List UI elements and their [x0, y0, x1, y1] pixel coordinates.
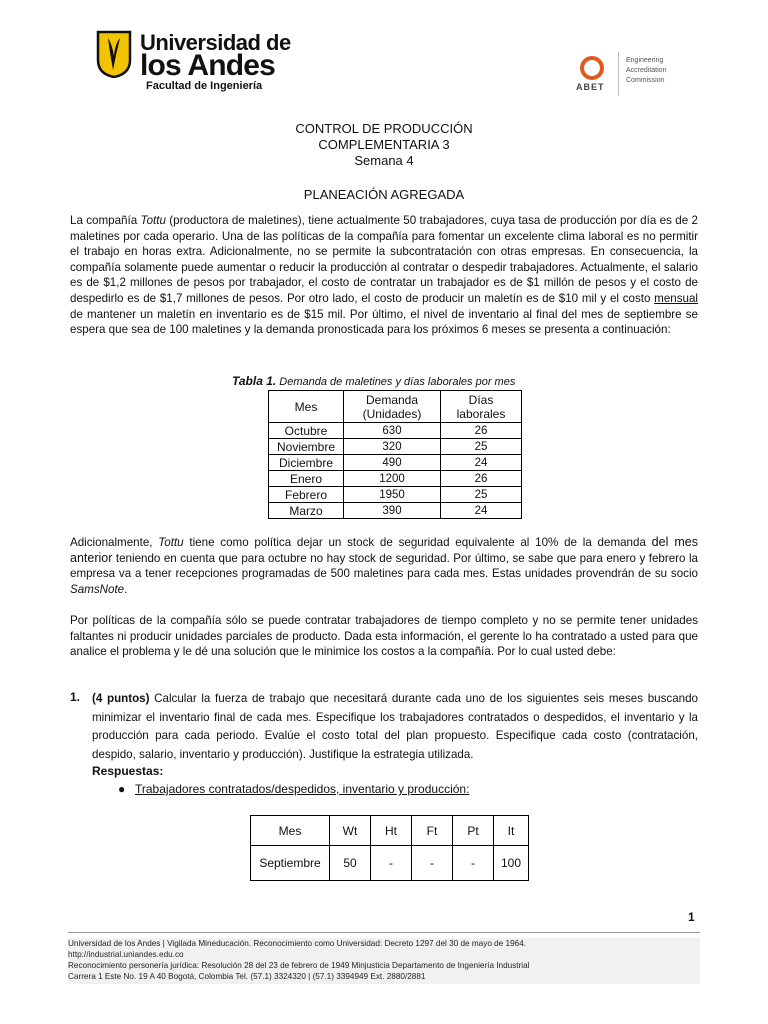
- table-header-cell: Wt: [330, 816, 371, 846]
- abet-divider: [618, 52, 619, 96]
- table-header-cell: Mes: [269, 391, 344, 423]
- question-text: [92, 690, 698, 764]
- month-cell: Octubre: [269, 423, 344, 439]
- demand-cell: 390: [344, 503, 441, 519]
- abet-line2: Accreditation: [626, 67, 667, 74]
- para2-emphasis: del mes anterior: [70, 535, 698, 565]
- footer-line3: Reconocimiento personería jurídica: Resolución 28 del 23 de febrero de 1949 Minjusticia Departamento de Ingeniería Industrial: [68, 961, 530, 970]
- abet-logo: [566, 44, 716, 100]
- question-body: Calcular la fuerza de trabajo que necesitará durante cada uno de los siguientes seis meses buscando minimizar el inventario final de cada mes. Especifique los trabajadores contratados o despedidos, el inventario y la producción para cada periodo. Evalúe el costo total del plan propuesto. Especifique cada costo (contratación, despido, salario, inventario y producción). Justifique la estrategia utilizada.: [92, 692, 698, 761]
- workforce-table: [250, 815, 529, 881]
- demand-cell: 320: [344, 439, 441, 455]
- university-name-line1: Universidad de: [140, 30, 291, 55]
- days-cell: 24: [441, 455, 522, 471]
- month-cell: Enero: [269, 471, 344, 487]
- table-header-cell: Ft: [412, 816, 453, 846]
- table-cell: -: [412, 846, 453, 881]
- table-cell: Septiembre: [251, 846, 330, 881]
- table-cell: -: [453, 846, 494, 881]
- university-logo: [96, 30, 291, 92]
- bullet-icon: ●: [118, 782, 126, 796]
- days-cell: 25: [441, 487, 522, 503]
- month-cell: Marzo: [269, 503, 344, 519]
- faculty-name: Facultad de Ingeniería: [146, 80, 263, 92]
- question-number: 1.: [70, 690, 81, 704]
- month-cell: Noviembre: [269, 439, 344, 455]
- para2-text-c: teniendo en cuenta que para octubre no hay stock de seguridad. Por último, se sabe que para enero y febrero la empresa va a tener recepciones programadas de 500 maletines para cada mes. Estas unidades provendrán de su socio: [70, 551, 698, 581]
- assignment-title: COMPLEMENTARIA 3: [318, 137, 450, 152]
- section-title: PLANEACIÓN AGREGADA: [303, 187, 465, 202]
- footer-line2: http://industrial.uniandes.edu.co: [68, 950, 184, 959]
- table-row: [269, 487, 522, 503]
- demand-cell: 490: [344, 455, 441, 471]
- table-header-cell: It: [494, 816, 529, 846]
- course-title: CONTROL DE PRODUCCIÓN: [295, 121, 473, 136]
- demand-table: [268, 390, 522, 519]
- table1-caption: [232, 374, 515, 388]
- table-row: [251, 846, 529, 881]
- table-cell: -: [371, 846, 412, 881]
- table-cell: 50: [330, 846, 371, 881]
- abet-circle-icon: [578, 54, 606, 82]
- partner-name: SamsNote: [70, 582, 125, 596]
- table-header-row: [269, 391, 522, 423]
- safety-stock-paragraph: [70, 535, 698, 597]
- footer-divider: [68, 932, 700, 933]
- demand-cell: 1200: [344, 471, 441, 487]
- intro-emphasis: mensual: [654, 291, 698, 305]
- table1-caption-label: Tabla 1.: [232, 374, 277, 388]
- table-header-cell: Mes: [251, 816, 330, 846]
- abet-commission: [626, 56, 666, 86]
- footer-line4: Carrera 1 Este No. 19 A 40 Bogotá, Colombia Tel. (57.1) 3324320 | (57.1) 3394949 Ext. 2880/2881: [68, 972, 426, 981]
- university-shield-icon: [96, 30, 132, 78]
- days-cell: 25: [441, 439, 522, 455]
- table-cell: 100: [494, 846, 529, 881]
- page-footer: [68, 938, 700, 984]
- table-header-cell: Ht: [371, 816, 412, 846]
- intro-text-2: (productora de maletines), tiene actualmente 50 trabajadores, cuya tasa de producción por día es de 2 maletines por cada operario. Una de las políticas de la compañía para fomentar un excelente clima laboral es no permitir el trabajo en horas extra. Adicionalmente, no se permite la subcontratación con otras empresas. En consecuencia, la compañía solamente puede aumentar o reducir la producción al contratar o despedir trabajadores. Actualmente, el salario es de $1,2 millones de pesos por trabajador, el costo de contratar un trabajador es de $1 millón de pesos y el costo de despedirlo es de $1,7 millones de pesos. Por otro lado, el costo de producir un maletín es de $10 mil y el costo: [70, 214, 698, 305]
- demand-cell: 1950: [344, 487, 441, 503]
- question-points: (4 puntos): [92, 692, 150, 705]
- days-cell: 24: [441, 503, 522, 519]
- company-name: Tottu: [158, 536, 184, 549]
- intro-text-1: La compañía: [70, 214, 141, 227]
- abet-line3: Commission: [626, 77, 665, 84]
- intro-text-3: de mantener un maletín en inventario es de $15 mil. Por último, el nivel de inventario al final del mes de septiembre se espera que sea de 100 maletines y la demanda pronosticada para los próximos 6 meses se presenta a continuación:: [70, 307, 698, 337]
- intro-paragraph: [70, 213, 698, 338]
- week-title: Semana 4: [354, 153, 414, 168]
- days-cell: 26: [441, 423, 522, 439]
- university-name-line2: los Andes: [140, 49, 276, 82]
- demand-cell: 630: [344, 423, 441, 439]
- table-row: [269, 503, 522, 519]
- days-cell: 26: [441, 471, 522, 487]
- bullet-text: Trabajadores contratados/despedidos, inventario y producción:: [135, 782, 470, 796]
- para2-text-d: .: [124, 582, 128, 596]
- para2-text-a: Adicionalmente,: [70, 536, 159, 549]
- policy-paragraph: Por políticas de la compañía sólo se puede contratar trabajadores de tiempo completo y no se permite tener unidades faltantes ni producir unidades parciales de producto. Dada esta información, el gerente lo ha contratado a usted para que analice el problema y le dé una solución que le minimice los costos a la compañía. Por lo cual usted debe:: [70, 614, 698, 659]
- para2-text-b: tiene como política dejar un stock de seguridad equivalente al 10% de la demanda: [183, 536, 652, 549]
- table-header-cell: Días laborales: [441, 391, 522, 423]
- table-row: [269, 439, 522, 455]
- page-number: 1: [688, 910, 695, 924]
- footer-line1: Universidad de los Andes | Vigilada Mineducación. Reconocimiento como Universidad: Decreto 1297 del 30 de mayo de 1964.: [68, 939, 527, 948]
- table-row: [269, 423, 522, 439]
- table-header-cell: Pt: [453, 816, 494, 846]
- table-row: [269, 471, 522, 487]
- table-header-row: [251, 816, 529, 846]
- table-row: [269, 455, 522, 471]
- month-cell: Diciembre: [269, 455, 344, 471]
- company-name: Tottu: [140, 214, 166, 227]
- table-header-cell: Demanda (Unidades): [344, 391, 441, 423]
- answers-label: Respuestas:: [92, 764, 164, 778]
- table1-caption-text: Demanda de maletines y días laborales por mes: [276, 376, 516, 388]
- month-cell: Febrero: [269, 487, 344, 503]
- abet-name: ABET: [576, 82, 605, 92]
- abet-line1: Engineering: [626, 57, 664, 64]
